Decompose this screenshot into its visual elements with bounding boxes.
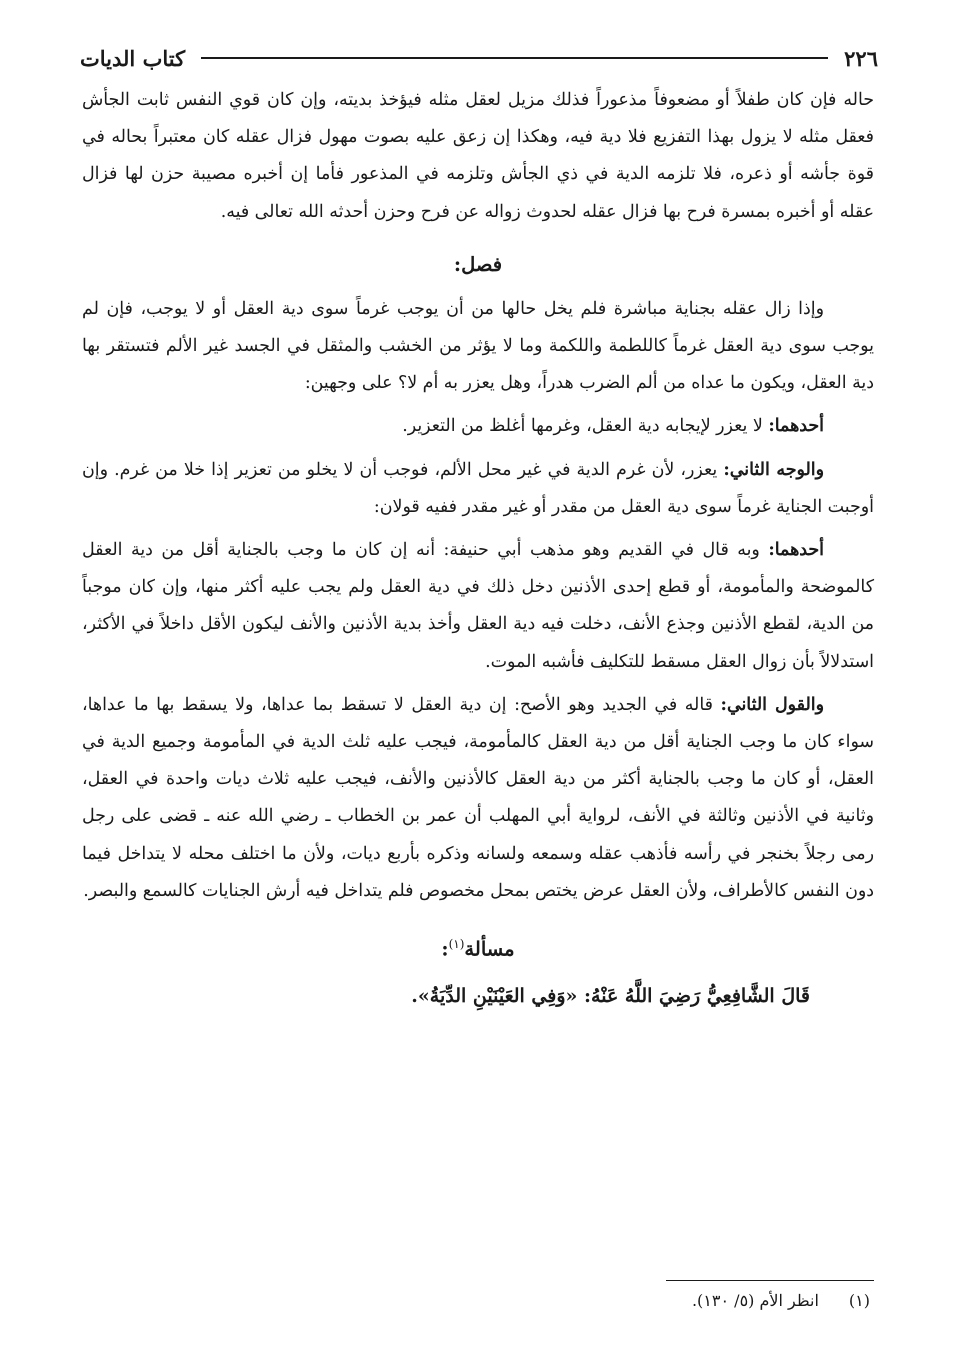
wajh-second-text: يعزر، لأن غرم الدية في غير محل الألم، فوجب أن لا يخلو من تعزير إذا خلا من غرم. وإن أوجبت الجناية غرماً سوى دية العقل من مقدر أو غير مقدر ففيه قولان:: [82, 459, 874, 517]
wajh-first-text: لا يعزر لإيجابه دية العقل، وغرمها أغلظ من التعزير.: [402, 416, 769, 437]
book-title: كتاب الديات: [80, 45, 186, 71]
qawl-first-label: أحدهما:: [768, 540, 824, 561]
header-rule: [201, 57, 828, 59]
masala-heading: [82, 924, 874, 970]
footnote-marker: (١): [848, 1291, 870, 1310]
masala-heading-text: مسألة: [464, 937, 515, 961]
opening-paragraph: حاله فإن كان طفلاً أو مضعوفاً مذعوراً فذلك مزيل لعقل مثله فيؤخذ بديته، وإن كان قوي النفس ثابت الجأش فعقل مثله لا يزول بهذا التفزيع فلا دية فيه، وهكذا إن زعق عليه بصوت مهول فزال عقله كان معتبراً بحاله في قوة جأشه أو ذعره، فلا تلزمه الدية في ذي الجأش وتلزمه في المذعور فأما إن أخبره مصيبة حزن لها فزال عقله أو أخبره بمسرة فرح بها فزال عقله لحدوث زواله عن فرح وحزن أحدثه الله تعالى فيه.: [82, 90, 874, 222]
qawl-second-paragraph: [82, 687, 874, 910]
wajh-second-label: والوجه الثاني:: [723, 459, 824, 480]
footnote-divider: [666, 1280, 874, 1281]
qawl-second-text: قاله في الجديد وهو الأصح: إن دية العقل لا تسقط بما عداها، ولا يسقط بها ما عداها، سواء كان ما وجب الجناية أقل من دية العقل كالمأمومة، فيجب عليه ثلث الدية في المأمومة وجميع الدية في العقل، أو كان ما وجب بالجناية أكثر من دية العقل كالأذنين والأنف، فيجب عليه ثلاث ديات واحدة في العقل، وثانية في الأذنين وثالثة في الأنف، لرواية أبي المهلب أن عمر بن الخطاب ـ رضي الله عنه ـ قضى على رجل رمى رجلاً بخنجر في رأسه فأذهب عقله وسمعه ولسانه وذكره بأربع ديات، ولأن ما اختلف محله لا يتداخل فيما دون النفس كالأطراف، ولأن العقل عرض يختص بمحل مخصوص فلم يتداخل فيه أرش الجنايات كالسمع والبصر.: [82, 694, 874, 901]
footnote-text: انظر الأم (٥/ ١٣٠).: [691, 1291, 819, 1310]
fasl-paragraph: وإذا زال عقله بجناية مباشرة فلم يخل حالها من أن يوجب غرماً سوى دية العقل أو لا يوجب، فإن لم يوجب سوى دية العقل غرماً كاللطمة واللكمة وما لا يؤثر من الخشب والمثقل في الجسد غير الألم فتستقر بها دية العقل، ويكون ما عداه من ألم الضرب هدراً، وهل يعزر به أم لا؟ على وجهين:: [82, 298, 874, 394]
running-header: [80, 38, 878, 78]
wajh-first-label: أحدهما:: [768, 416, 824, 437]
wajh-first-paragraph: [82, 408, 874, 445]
page-number: ٢٢٦: [844, 45, 878, 71]
section-heading: فصل:: [453, 252, 503, 276]
footnote: [692, 1288, 870, 1314]
footnote-ref[interactable]: (١): [448, 937, 465, 952]
qawl-first-text: وبه قال في القديم وهو مذهب أبي حنيفة: أنه إن كان ما وجب بالجناية أقل من دية العقل كالموضحة والمأمومة، أو قطع إحدى الأذنين دخل ذلك في دية العقل ولم يجب عليه أكثر منها، وإن كان موجباً من الدية، لقطع الأذنين وجذع الأنف، دخلت فيه دية العقل وأخذ بدية الأذنين والأنف ليكون الأقل داخلاً في الأكثر، استدلالاً بأن زوال العقل مسقط للتكليف فأشبه الموت.: [82, 540, 874, 672]
wajh-second-paragraph: [82, 452, 874, 526]
main-text: [82, 82, 874, 1016]
qawl-first-paragraph: [82, 532, 874, 681]
shafii-quote: قَالَ الشَّافِعِيُّ رَضِيَ اللَّهُ عَنْهُ: «وَفِي العَيْنَيْنِ الدِّيَةُ».: [411, 984, 810, 1007]
qawl-second-label: والقول الثاني:: [720, 694, 824, 715]
masala-heading-colon: :: [441, 937, 449, 961]
